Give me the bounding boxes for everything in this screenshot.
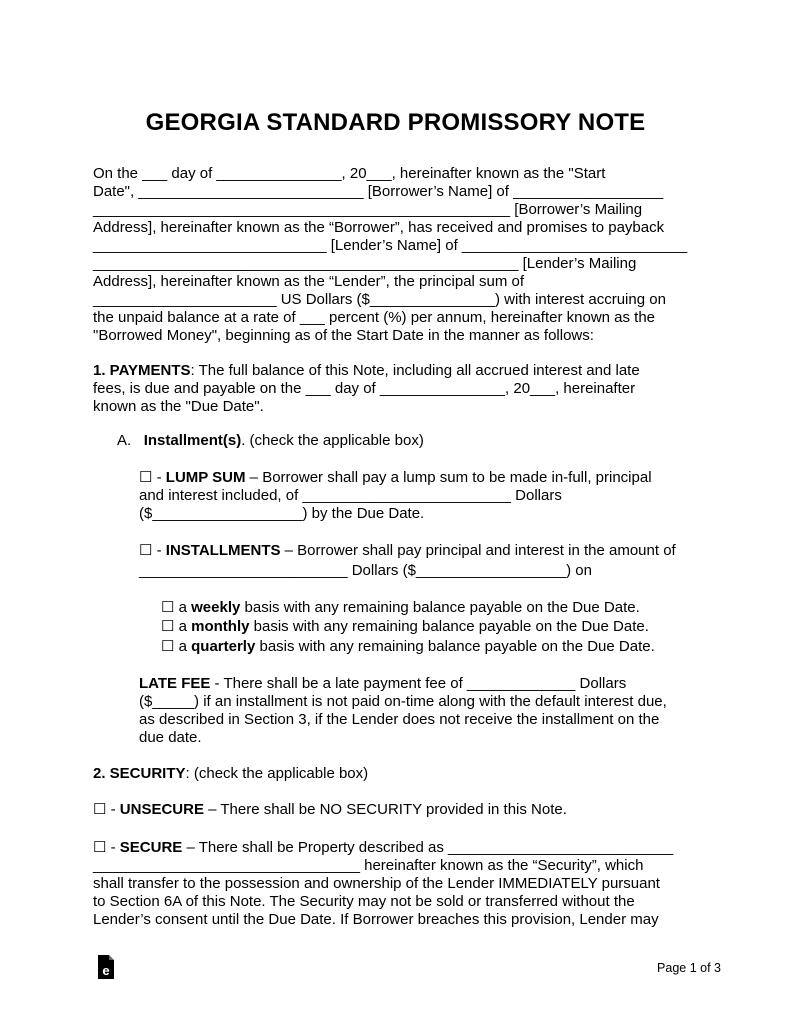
security-heading-line [93, 765, 368, 783]
secure-line-4: to Section 6A of this Note. The Security may not be sold or transferred without the [93, 893, 635, 910]
intro-line-9: the unpaid balance at a rate of ___ percent (%) per annum, hereinafter known as the [93, 309, 656, 326]
late-fee-line-1 [139, 675, 626, 693]
installments-option-line-1 [139, 542, 676, 560]
secure-line-1 [93, 839, 673, 857]
installments-note: . (check the applicable box) [241, 432, 424, 449]
lump-sum-line-3: ($__________________) by the Due Date. [139, 505, 425, 522]
late-fee-text: - There shall be a late payment fee of _____________ Dollars [210, 675, 627, 692]
lump-sum-line-1 [139, 469, 652, 487]
unsecure-checkbox[interactable]: ☐ - [93, 801, 120, 818]
installments-checkbox[interactable]: ☐ - [139, 542, 166, 559]
payments-line-2: fees, is due and payable on the ___ day of _______________, 20___, hereinafter [93, 380, 636, 397]
intro-line-6: ___________________________________________________ [Lender’s Mailing [93, 255, 637, 272]
secure-text: – There shall be Property described as ___________________________ [182, 839, 674, 856]
security-heading: 2. SECURITY [93, 765, 186, 782]
payments-heading: 1. PAYMENTS [93, 362, 191, 379]
quarterly-text: basis with any remaining balance payable on the Due Date. [255, 638, 655, 655]
installments-marker: A. [117, 432, 132, 449]
secure-line-3: shall transfer to the possession and ownership of the Lender IMMEDIATELY pursuant [93, 875, 660, 892]
intro-line-1: On the ___ day of _______________, 20___, hereinafter known as the "Start [93, 165, 606, 182]
quarterly-checkbox[interactable]: ☐ a [161, 638, 192, 655]
weekly-label: weekly [191, 599, 241, 616]
monthly-label: monthly [191, 618, 250, 635]
installments-heading: Installment(s) [143, 432, 242, 449]
monthly-checkbox[interactable]: ☐ a [161, 618, 192, 635]
secure-line-2: ________________________________ hereinafter known as the “Security”, which [93, 857, 644, 874]
eforms-logo-icon [96, 954, 116, 980]
lump-sum-heading: LUMP SUM [165, 469, 246, 486]
payments-line-3: known as the "Due Date". [93, 398, 264, 415]
late-fee-line-4: due date. [139, 729, 202, 746]
installments-option-text: – Borrower shall pay principal and interest in the amount of [280, 542, 676, 559]
installments-option-line-2: _________________________ Dollars ($__________________) on [139, 562, 592, 579]
secure-heading: SECURE [119, 839, 183, 856]
intro-line-8: ______________________ US Dollars ($_______________) with interest accruing on [93, 291, 666, 308]
unsecure-line [93, 801, 567, 819]
monthly-text: basis with any remaining balance payable on the Due Date. [249, 618, 649, 635]
secure-line-5: Lender’s consent until the Due Date. If Borrower breaches this provision, Lender may [93, 911, 659, 928]
installments-heading-line [117, 432, 424, 450]
frequency-weekly[interactable] [161, 599, 640, 617]
late-fee-line-3: as described in Section 3, if the Lender does not receive the installment on the [139, 711, 660, 728]
late-fee-line-2: ($_____) if an installment is not paid on-time along with the default interest due, [139, 693, 667, 710]
weekly-text: basis with any remaining balance payable on the Due Date. [240, 599, 640, 616]
lump-sum-checkbox[interactable]: ☐ - [139, 469, 166, 486]
frequency-monthly[interactable] [161, 618, 649, 636]
payments-line-1 [93, 362, 640, 380]
security-note: : (check the applicable box) [185, 765, 369, 782]
installments-option-heading: INSTALLMENTS [165, 542, 281, 559]
intro-line-4: Address], hereinafter known as the “Borrower”, has received and promises to payback [93, 219, 665, 236]
intro-line-5: ____________________________ [Lender’s Name] of ___________________________ [93, 237, 688, 254]
payments-text: : The full balance of this Note, including all accrued interest and late [190, 362, 640, 379]
intro-line-7: Address], hereinafter known as the “Lender”, the principal sum of [93, 273, 525, 290]
page-number: Page 1 of 3 [657, 961, 721, 975]
quarterly-label: quarterly [191, 638, 256, 655]
lump-sum-text: – Borrower shall pay a lump sum to be made in-full, principal [245, 469, 652, 486]
document-title: GEORGIA STANDARD PROMISSORY NOTE [145, 109, 646, 136]
svg-text:e: e [102, 963, 110, 978]
intro-line-2: Date", ___________________________ [Borrower’s Name] of __________________ [93, 183, 664, 200]
intro-line-3: __________________________________________________ [Borrower’s Mailing [93, 201, 643, 218]
secure-checkbox[interactable]: ☐ - [93, 839, 120, 856]
unsecure-text: – There shall be NO SECURITY provided in this Note. [203, 801, 567, 818]
unsecure-heading: UNSECURE [119, 801, 204, 818]
lump-sum-line-2: and interest included, of _________________________ Dollars [139, 487, 562, 504]
frequency-quarterly[interactable] [161, 638, 655, 656]
intro-line-10: "Borrowed Money", beginning as of the Start Date in the manner as follows: [93, 327, 594, 344]
late-fee-heading: LATE FEE [139, 675, 211, 692]
weekly-checkbox[interactable]: ☐ a [161, 599, 192, 616]
